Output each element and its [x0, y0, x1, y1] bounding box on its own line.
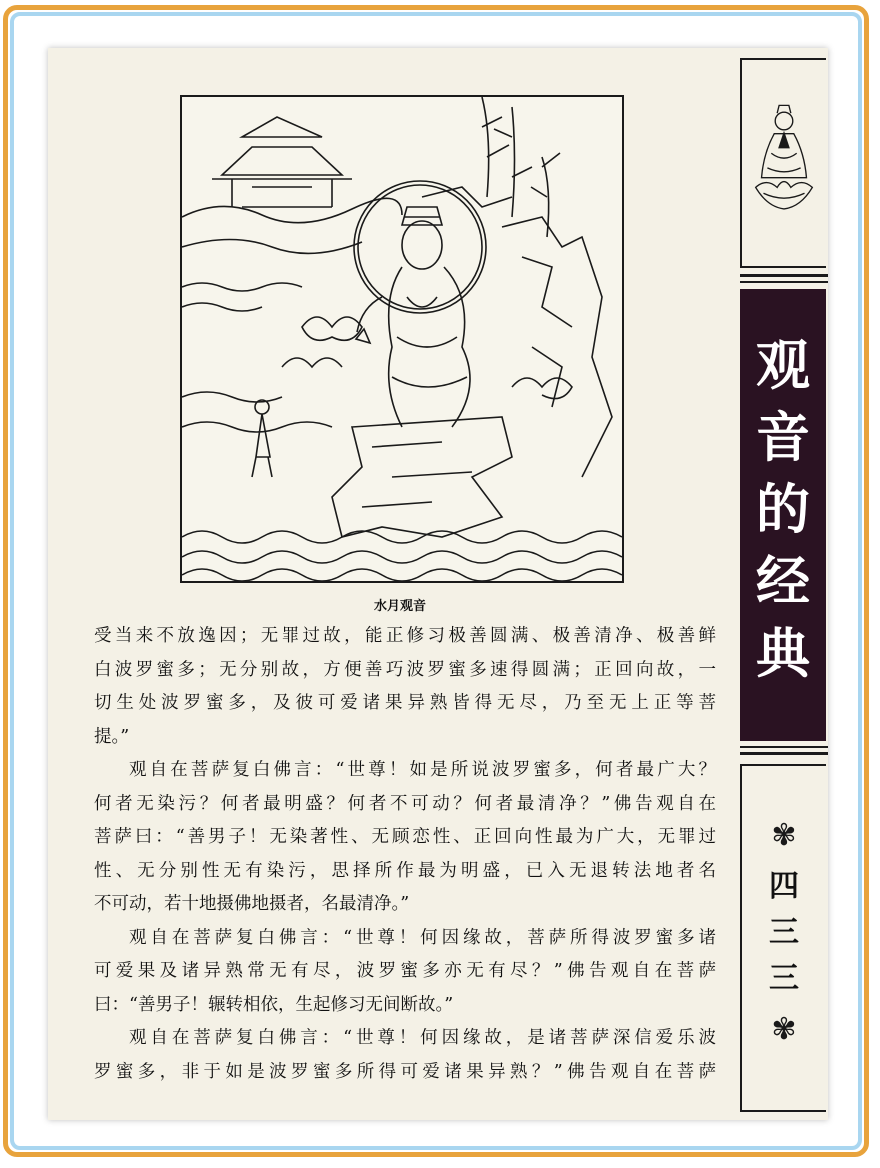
body-text-line: 可爱果及诸异熟常无有尽，波罗蜜多亦无有尽？”佛告观自在菩萨	[94, 961, 716, 981]
illustration-caption: 水月观音	[373, 599, 426, 614]
guanyin-emblem-icon	[742, 60, 826, 266]
body-text-line: 切生处波罗蜜多，及彼可爱诸果异熟皆得无尽，乃至无上正等菩	[94, 693, 716, 713]
sidebar-guanyin-emblem	[740, 58, 826, 268]
page-number-digit: 三	[769, 961, 799, 996]
body-text-line: 观自在菩萨复白佛言：“世尊！如是所说波罗蜜多，何者最广大？	[129, 760, 716, 780]
body-text-line: 曰：“善男子！辗转相依，生起修习无间断故。”	[94, 994, 454, 1015]
sidebar-rule	[740, 752, 828, 755]
illustration-water-moon-guanyin	[180, 95, 624, 583]
sidebar-page-number-panel	[740, 764, 826, 1112]
body-text-line: 白波罗蜜多；无分别故，方便善巧波罗蜜多速得圆满；正回向故，一	[94, 659, 716, 680]
book-title-char: 经	[756, 549, 810, 613]
body-text-line: 观自在菩萨复白佛言：“世尊！何因缘故，是诸菩萨深信爱乐波	[129, 1028, 716, 1048]
body-text-line: 受当来不放逸因；无罪过故，能正修习极善圆满、极善清净、极善鲜	[94, 626, 716, 646]
sidebar-rule	[740, 274, 828, 277]
book-title-char: 典	[756, 621, 810, 685]
sidebar-rule	[740, 281, 828, 283]
sidebar-rule	[740, 746, 828, 748]
body-text-line: 提。”	[94, 726, 130, 747]
book-page	[48, 48, 828, 1120]
page-number-digit: 三	[769, 915, 799, 950]
body-text-line: 何者无染污？何者最明盛？何者不可动？何者最清净？”佛告观自在	[94, 793, 716, 814]
body-text-line: 罗蜜多，非于如是波罗蜜多所得可爱诸果异熟？”佛告观自在菩萨	[94, 1061, 716, 1082]
page-number	[769, 864, 799, 1002]
body-text-line: 菩萨曰：“善男子！无染著性、无顾恋性、正回向性最为广大，无罪过	[94, 827, 716, 847]
flower-ornament-icon: ✾	[771, 818, 797, 853]
body-text-line: 不可动，若十地摄佛地摄者，名最清净。”	[94, 894, 410, 914]
sidebar-book-title	[740, 289, 826, 741]
body-text-line: 性、无分别性无有染污，思择所作最为明盛，已入无退转法地者名	[94, 860, 716, 881]
flower-ornament-icon: ✾	[771, 1012, 797, 1047]
book-title-char: 的	[756, 477, 810, 541]
book-title-char: 观	[756, 333, 810, 397]
body-text-line: 观自在菩萨复白佛言：“世尊！何因缘故，菩萨所得波罗蜜多诸	[129, 927, 716, 948]
woodcut-illustration	[182, 97, 622, 581]
page-number-digit: 四	[769, 869, 799, 904]
body-text	[94, 620, 716, 1089]
book-title-char: 音	[756, 405, 810, 469]
